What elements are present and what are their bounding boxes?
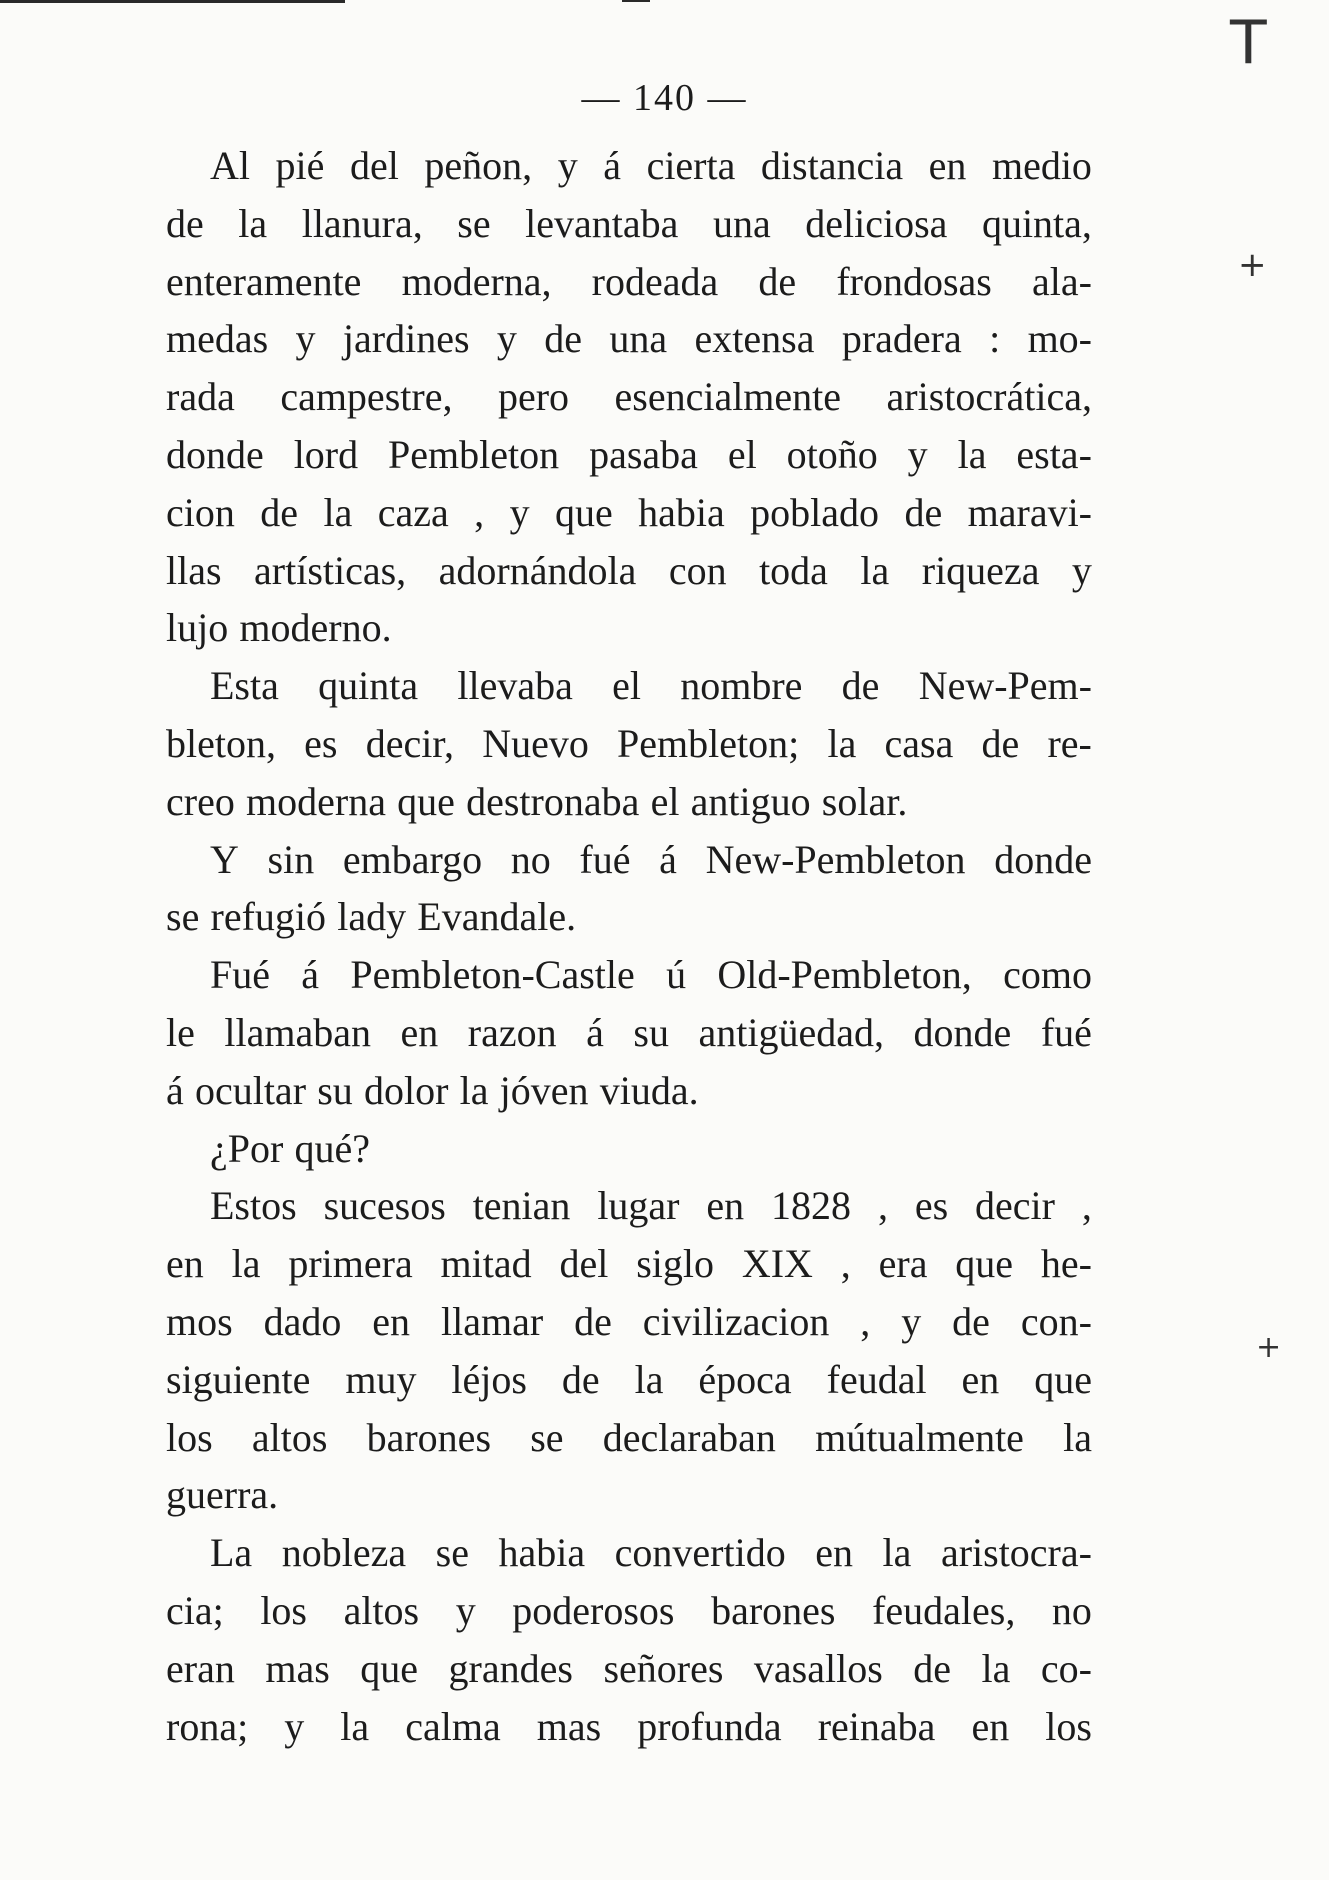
text-line: Estos sucesos tenian lugar en 1828 , es decir , bbox=[210, 1183, 1092, 1229]
scan-edge-mark bbox=[0, 0, 345, 3]
text-line: siguiente muy léjos de la época feudal en que bbox=[166, 1356, 1092, 1402]
text-line: rada campestre, pero esencialmente aristocrática, bbox=[166, 374, 1092, 420]
text-line: La nobleza se habia convertido en la aristocra- bbox=[210, 1530, 1092, 1576]
text-line: Fué á Pembleton-Castle ú Old-Pembleton, como bbox=[210, 952, 1092, 998]
text-line: le llamaban en razon á su antigüedad, donde fué bbox=[166, 1009, 1092, 1055]
text-line: ¿Por qué? bbox=[210, 1125, 371, 1171]
text-line: llas artísticas, adornándola con toda la riqueza y bbox=[166, 547, 1092, 593]
body-text bbox=[166, 137, 1092, 1755]
scan-edge-mark bbox=[622, 0, 650, 2]
text-line: creo moderna que destronaba el antiguo solar. bbox=[166, 778, 908, 824]
text-line: medas y jardines y de una extensa pradera : mo- bbox=[166, 316, 1092, 362]
text-line: á ocultar su dolor la jóven viuda. bbox=[166, 1067, 699, 1113]
text-line: donde lord Pembleton pasaba el otoño y la esta- bbox=[166, 431, 1092, 477]
text-line: bleton, es decir, Nuevo Pembleton; la casa de re- bbox=[166, 720, 1092, 766]
text-line: Esta quinta llevaba el nombre de New-Pem- bbox=[210, 663, 1092, 709]
text-line: Al pié del peñon, y á cierta distancia en medio bbox=[210, 143, 1092, 188]
scan-margin-mark: + bbox=[1238, 245, 1267, 285]
text-line: enteramente moderna, rodeada de frondosas ala- bbox=[166, 258, 1092, 304]
text-line: cion de la caza , y que habia poblado de maravi- bbox=[166, 489, 1092, 535]
text-line: los altos barones se declaraban mútualmente la bbox=[166, 1414, 1092, 1460]
text-line: se refugió lady Evandale. bbox=[166, 894, 577, 940]
text-line: de la llanura, se levantaba una deliciosa quinta, bbox=[166, 200, 1092, 246]
text-line: Y sin embargo no fué á New-Pembleton donde bbox=[210, 836, 1092, 882]
text-line: cia; los altos y poderosos barones feudales, no bbox=[166, 1587, 1092, 1633]
text-line: en la primera mitad del siglo XIX , era que he- bbox=[166, 1241, 1092, 1287]
text-line: lujo moderno. bbox=[166, 605, 392, 651]
scan-margin-mark: T bbox=[1230, 8, 1267, 78]
text-line: guerra. bbox=[166, 1472, 279, 1518]
scan-margin-mark: + bbox=[1256, 1330, 1282, 1365]
text-line: mos dado en llamar de civilizacion , y de con- bbox=[166, 1298, 1092, 1344]
text-line: rona; y la calma mas profunda reinaba en los bbox=[166, 1703, 1092, 1749]
text-line: eran mas que grandes señores vasallos de la co- bbox=[166, 1645, 1092, 1691]
page-number: — 140 — bbox=[581, 77, 748, 119]
